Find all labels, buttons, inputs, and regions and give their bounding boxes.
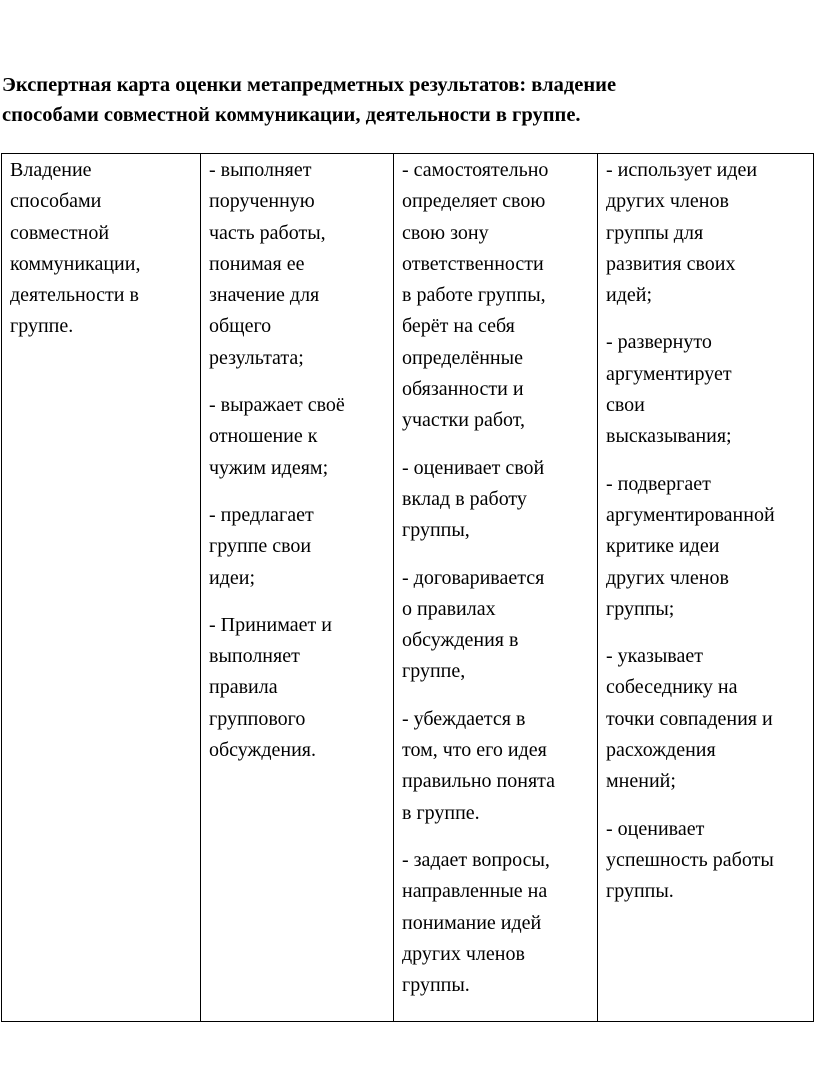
indicator-line: в работе группы, — [402, 284, 546, 307]
indicator-item — [402, 704, 595, 829]
indicator-line: правила — [209, 676, 278, 699]
indicator-item — [402, 563, 595, 688]
indicator-line: группы, — [402, 519, 470, 542]
indicator-item — [209, 500, 391, 594]
indicator-line: - предлагает — [209, 503, 314, 526]
indicator-line: - договаривается — [402, 566, 545, 589]
indicator-line: группы. — [606, 880, 674, 903]
document-title — [2, 70, 814, 130]
indicator-item — [606, 641, 811, 797]
indicator-line: - оценивает — [606, 817, 705, 840]
indicator-line: - развернуто — [606, 331, 712, 354]
indicator-line: участки работ, — [402, 409, 525, 432]
indicator-item — [606, 469, 811, 625]
indicator-line: других членов — [606, 190, 729, 213]
indicator-line: - выполняет — [209, 159, 312, 181]
indicator-line: развития своих — [606, 252, 736, 275]
title-line: Экспертная карта оценки метапредметных результатов: владение — [2, 74, 617, 96]
indicator-line: группе свои — [209, 535, 312, 558]
criterion-line: способами — [10, 190, 102, 213]
level-column — [598, 154, 814, 1022]
indicator-line: - самостоятельно — [402, 159, 549, 181]
indicator-line: - убеждается в — [402, 707, 526, 730]
indicator-line: понимание идей — [402, 911, 542, 934]
indicator-line: выполняет — [209, 645, 300, 668]
indicator-line: свою зону — [402, 221, 489, 244]
indicator-line: обсуждения. — [209, 739, 317, 762]
indicator-line: мнений; — [606, 770, 676, 793]
indicator-line: вклад в работу — [402, 487, 527, 510]
title-line: способами совместной коммуникации, деятельности в группе. — [2, 104, 581, 126]
indicator-line: - подвергает — [606, 472, 711, 495]
indicator-line: точки совпадения и — [606, 707, 773, 730]
indicator-line: идей; — [606, 284, 653, 307]
indicator-item — [606, 327, 811, 452]
indicator-line: свои — [606, 394, 645, 417]
indicator-line: высказывания; — [606, 425, 732, 448]
indicator-line: критике идеи — [606, 535, 720, 558]
criterion-line: совместной — [10, 221, 110, 244]
indicator-line: определённые — [402, 346, 523, 369]
indicator-line: аргументирует — [606, 362, 732, 385]
indicator-line: понимая ее — [209, 252, 305, 275]
criterion-line: Владение — [10, 159, 92, 181]
level-column — [394, 154, 598, 1022]
table-row — [2, 154, 814, 1022]
indicator-line: группового — [209, 707, 306, 730]
indicator-line: правильно понята — [402, 770, 555, 793]
indicator-line: - оценивает свой — [402, 456, 545, 479]
indicator-line: собеседнику на — [606, 676, 738, 699]
indicator-item — [209, 155, 391, 374]
indicator-line: идеи; — [209, 566, 256, 589]
indicator-item — [402, 453, 595, 547]
indicator-line: успешность работы — [606, 848, 774, 871]
indicator-line: значение для — [209, 284, 320, 307]
indicator-item — [209, 610, 391, 766]
indicator-line: - использует идеи — [606, 159, 758, 181]
indicator-line: ответственности — [402, 252, 544, 275]
indicator-line: обязанности и — [402, 378, 524, 401]
indicator-line: группы для — [606, 221, 704, 244]
indicator-line: других членов — [402, 942, 525, 965]
assessment-table — [1, 153, 814, 1022]
indicator-line: определяет свою — [402, 190, 546, 213]
indicator-line: том, что его идея — [402, 739, 547, 762]
indicator-line: группе, — [402, 660, 466, 683]
indicator-item — [606, 814, 811, 908]
indicator-line: часть работы, — [209, 221, 326, 244]
indicator-line: о правилах — [402, 597, 496, 620]
indicator-line: группы; — [606, 597, 675, 620]
indicator-item — [209, 390, 391, 484]
indicator-line: - задает вопросы, — [402, 848, 550, 871]
indicator-line: отношение к — [209, 425, 318, 448]
criterion-line: коммуникации, — [10, 252, 141, 275]
indicator-item — [606, 155, 811, 311]
indicator-line: чужим идеям; — [209, 456, 329, 479]
indicator-line: порученную — [209, 190, 315, 213]
indicator-line: - выражает своё — [209, 394, 345, 417]
indicator-line: обсуждения в — [402, 629, 519, 652]
indicator-line: результата; — [209, 346, 304, 369]
indicator-line: других членов — [606, 566, 729, 589]
criterion-line: деятельности в — [10, 284, 139, 307]
criterion-line: группе. — [10, 315, 74, 338]
indicator-line: - указывает — [606, 645, 703, 668]
indicator-line: в группе. — [402, 801, 480, 824]
indicator-line: группы. — [402, 974, 470, 997]
indicator-line: общего — [209, 315, 272, 338]
indicator-line: направленные на — [402, 880, 548, 903]
indicator-line: аргументированной — [606, 503, 775, 526]
criterion-cell — [2, 154, 201, 1022]
level-column — [201, 154, 394, 1022]
indicator-line: берёт на себя — [402, 315, 515, 338]
indicator-item — [402, 155, 595, 437]
indicator-line: - Принимает и — [209, 613, 332, 636]
indicator-item — [402, 845, 595, 1001]
indicator-line: расхождения — [606, 739, 716, 762]
